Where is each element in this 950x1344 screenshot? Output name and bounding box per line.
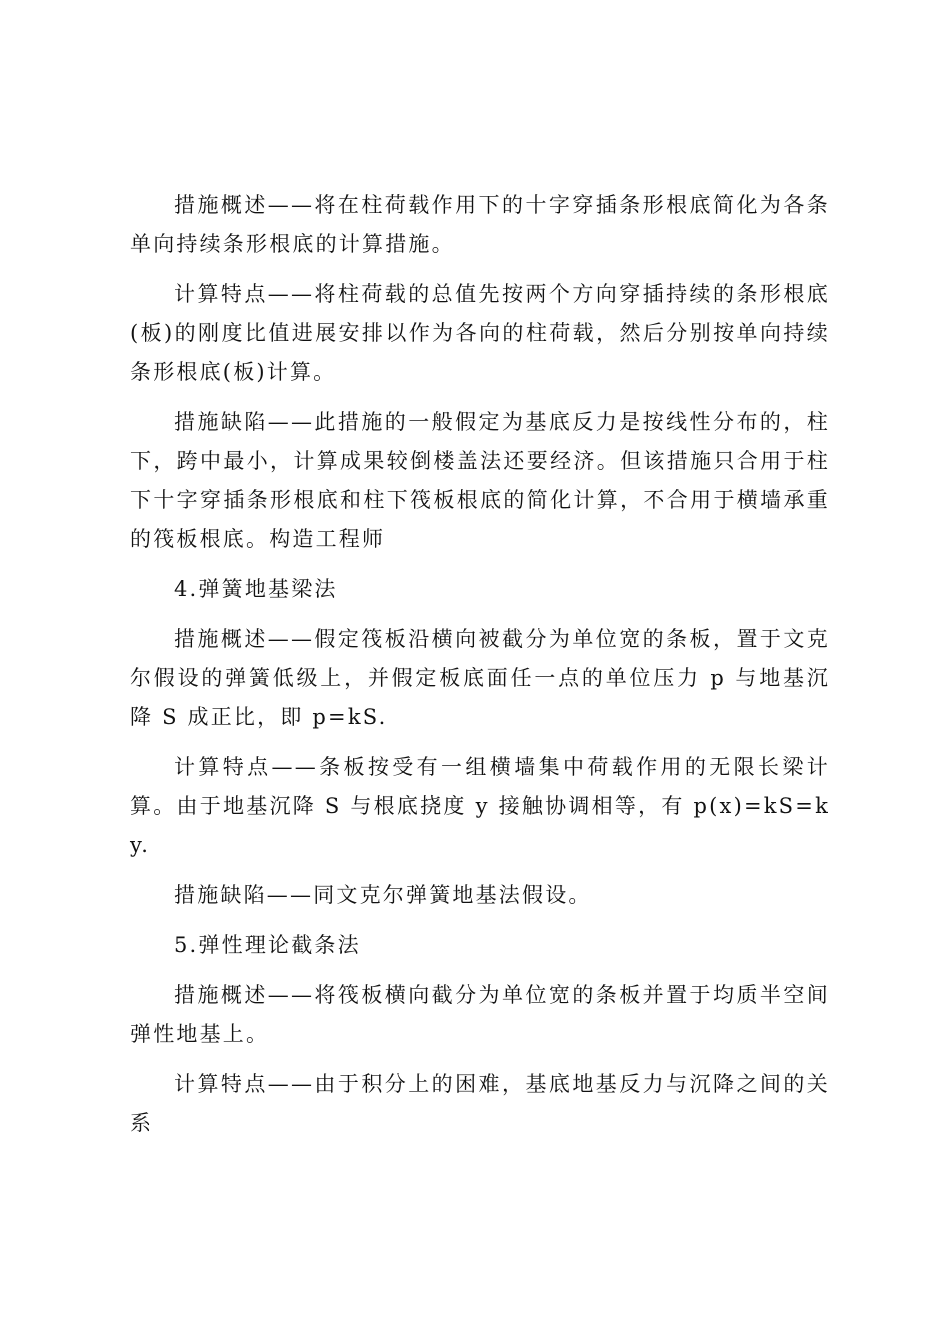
paragraph-method-overview-3: 措施概述——将筏板横向截分为单位宽的条板并置于均质半空间弹性地基上。 bbox=[130, 983, 830, 1046]
section-heading-elastic-theory-strip: 5.弹性理论截条法 bbox=[174, 933, 361, 957]
paragraph-calc-features-3: 计算特点——由于积分上的困难，基底地基反力与沉降之间的关系 bbox=[130, 1072, 830, 1135]
section-heading-spring-foundation-beam: 4.弹簧地基梁法 bbox=[174, 577, 338, 601]
paragraph-calc-features-2: 计算特点——条板按受有一组横墙集中荷载作用的无限长梁计算。由于地基沉降 S 与根底挠度 y 接触协调相等，有 p(x)=kS=ky. bbox=[130, 755, 830, 857]
paragraph-calc-features-1: 计算特点——将柱荷载的总值先按两个方向穿插持续的条形根底(板)的刚度比值进展安排以作为各向的柱荷载，然后分别按单向持续条形根底(板)计算。 bbox=[130, 282, 830, 384]
paragraph-method-defects-2: 措施缺陷——同文克尔弹簧地基法假设。 bbox=[174, 883, 592, 907]
paragraph-method-defects-1: 措施缺陷——此措施的一般假定为基底反力是按线性分布的，柱下，跨中最小，计算成果较倒楼盖法还要经济。但该措施只合用于柱下十字穿插条形根底和柱下筏板根底的简化计算，不合用于横墙承重的筏板根底。构造工程师 bbox=[130, 410, 830, 551]
document-body bbox=[130, 186, 830, 1154]
paragraph-method-overview-2: 措施概述——假定筏板沿横向被截分为单位宽的条板，置于文克尔假设的弹簧低级上，并假定板底面任一点的单位压力 p 与地基沉降 S 成正比，即 p=kS. bbox=[130, 627, 830, 729]
paragraph-method-overview-1: 措施概述——将在柱荷载作用下的十字穿插条形根底简化为各条单向持续条形根底的计算措施。 bbox=[130, 193, 830, 256]
